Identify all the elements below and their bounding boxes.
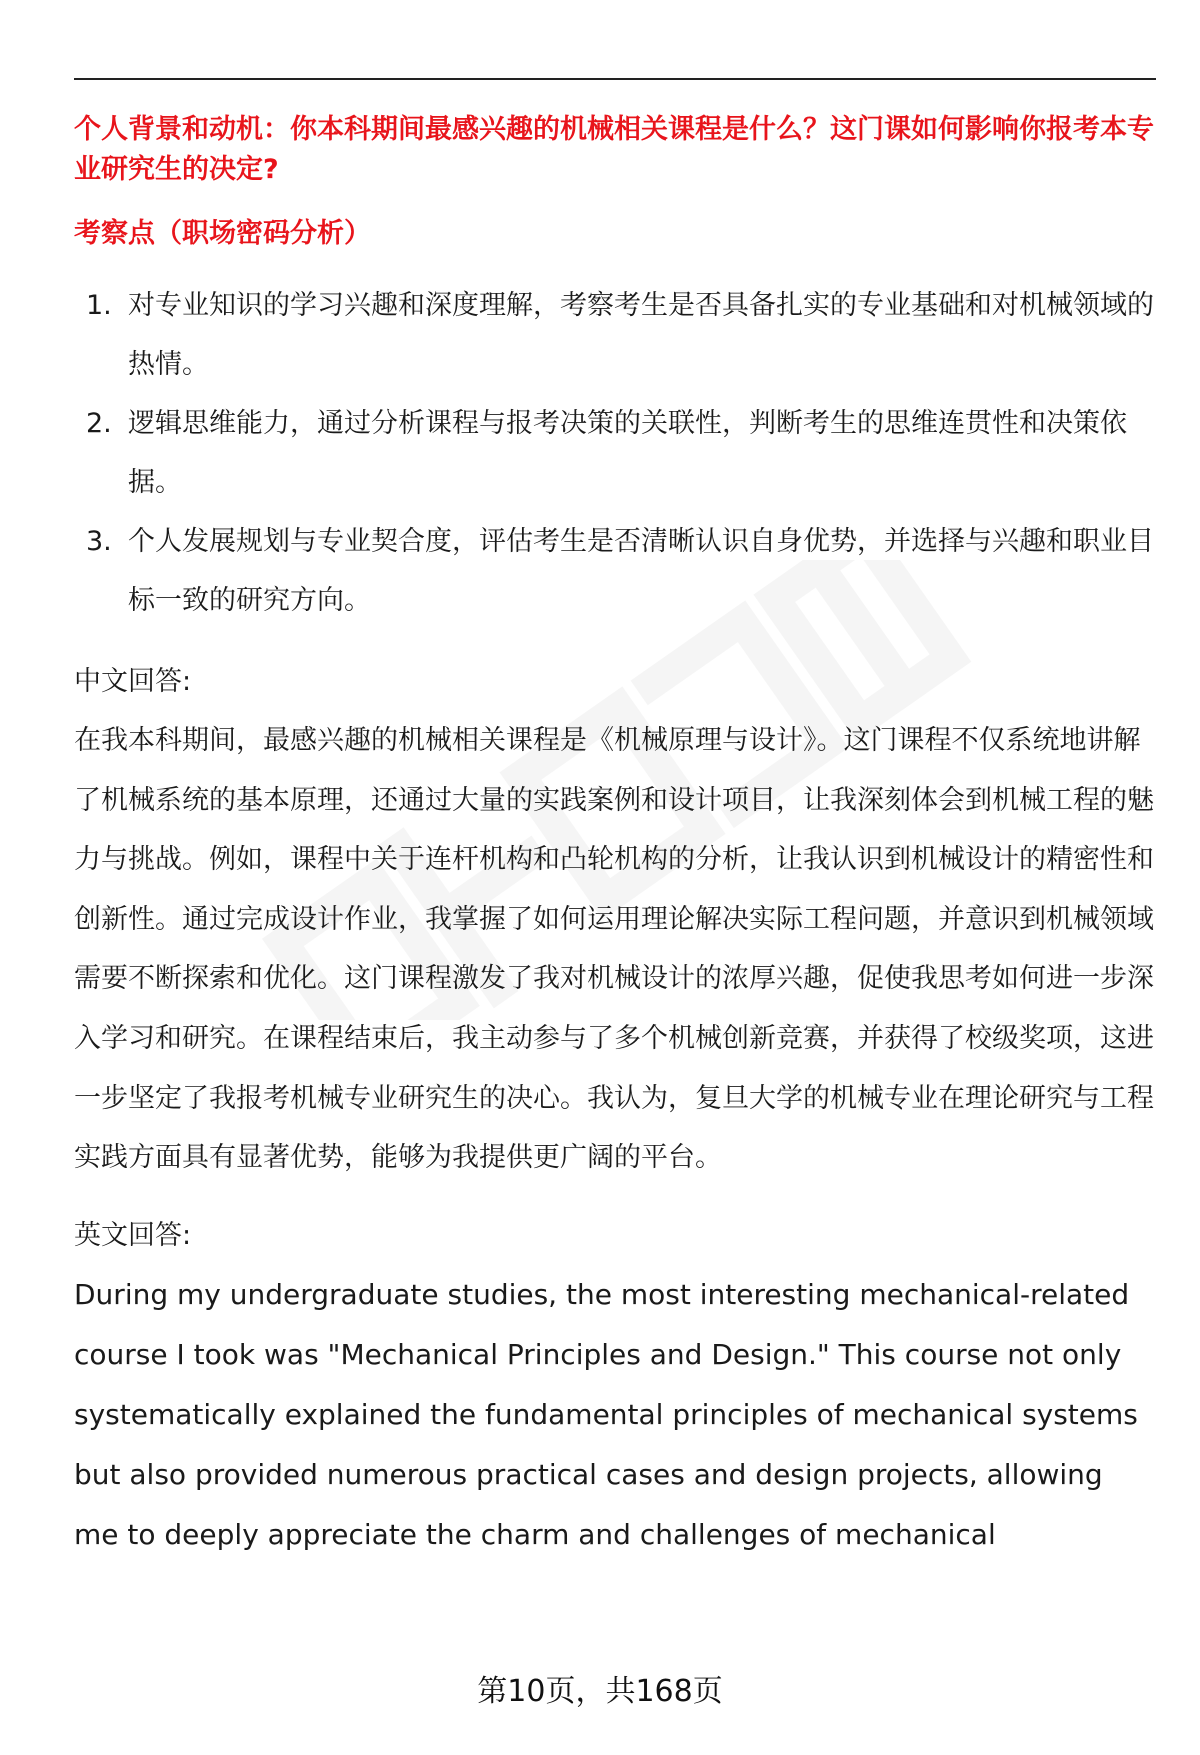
list-item [74, 394, 1156, 512]
list-item-number: 2. [86, 408, 112, 439]
assessment-points-list [74, 276, 1156, 630]
list-item-text: 对专业知识的学习兴趣和深度理解，考察考生是否具备扎实的专业基础和对机械领域的热情。 [128, 290, 1154, 380]
main-content [74, 110, 1156, 1565]
chinese-answer-label: 中文回答: [74, 666, 192, 697]
header-rule [74, 78, 1156, 80]
list-item-text: 个人发展规划与专业契合度，评估考生是否清晰认识自身优势，并选择与兴趣和职业目标一致的研究方向。 [128, 526, 1154, 616]
english-answer-text: During my undergraduate studies, the most interesting mechanical-related course I took was "Mechanical Principles and Design." This course not only systematically explained the fundamental principles of mechanical systems but also provided numerous practical cases and design projects, allowing me to deeply appreciate the charm and challenges of mechanical [74, 1277, 1138, 1551]
list-item [74, 512, 1156, 630]
list-item-text: 逻辑思维能力，通过分析课程与报考决策的关联性，判断考生的思维连贯性和决策依据。 [128, 408, 1127, 498]
list-item-number: 3. [86, 526, 112, 557]
list-item [74, 276, 1156, 394]
list-item-number: 1. [86, 290, 112, 321]
chinese-answer-text: 在我本科期间，最感兴趣的机械相关课程是《机械原理与设计》。这门课程不仅系统地讲解了机械系统的基本原理，还通过大量的实践案例和设计项目，让我深刻体会到机械工程的魅力与挑战。例如，课程中关于连杆机构和凸轮机构的分析，让我认识到机械设计的精密性和创新性。通过完成设计作业，我掌握了如何运用理论解决实际工程问题，并意识到机械领域需要不断探索和优化。这门课程激发了我对机械设计的浓厚兴趣，促使我思考如何进一步深入学习和研究。在课程结束后，我主动参与了多个机械创新竞赛，并获得了校级奖项，这进一步坚定了我报考机械专业研究生的决心。我认为，复旦大学的机械专业在理论研究与工程实践方面具有显著优势，能够为我提供更广阔的平台。 [74, 725, 1154, 1174]
assessment-title: 考察点（职场密码分析） [74, 218, 371, 249]
page-number-footer: 第10页，共168页 [477, 1674, 723, 1709]
question-heading: 个人背景和动机：你本科期间最感兴趣的机械相关课程是什么？这门课如何影响你报考本专业研究生的决定? [74, 114, 1154, 185]
english-answer-label: 英文回答: [74, 1219, 192, 1251]
